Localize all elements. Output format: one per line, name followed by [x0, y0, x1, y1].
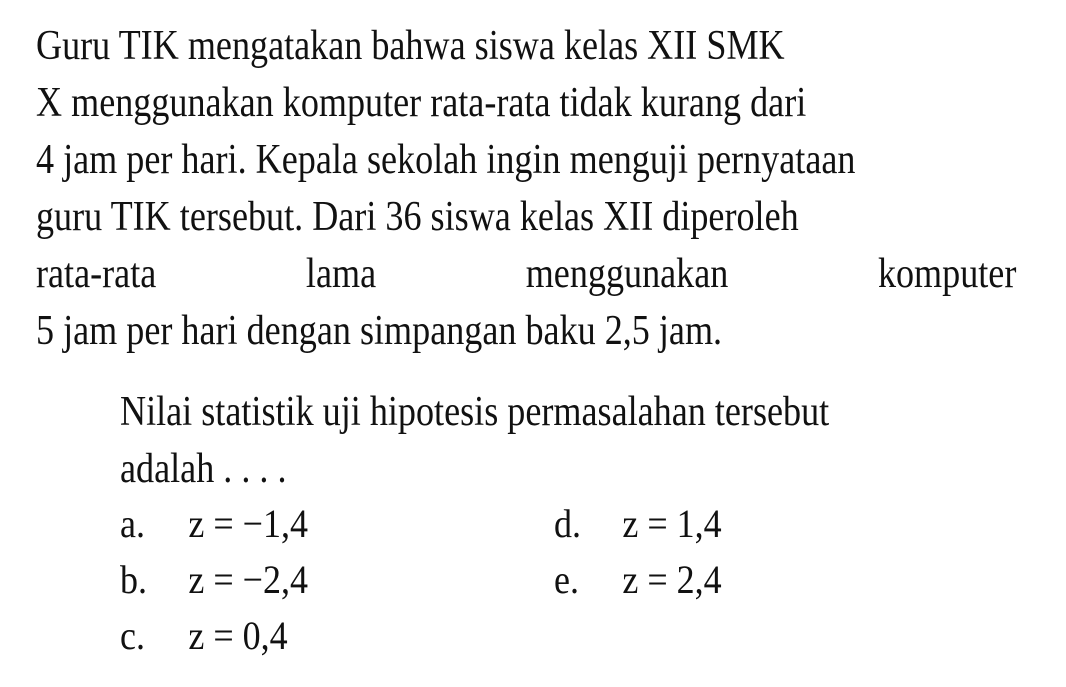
question-line-1: Nilai statistik uji hipotesis permasalahan tersebut	[120, 389, 830, 435]
problem-line-2-text: X menggunakan komputer rata-rata tidak kurang dari	[36, 80, 807, 126]
question-line-2: adalah . . . .	[120, 446, 287, 492]
problem-line-4-text: guru TIK tersebut. Dari 36 siswa kelas XII diperoleh	[36, 194, 799, 240]
option-b[interactable]	[120, 552, 308, 608]
option-e-value: z = 2,4	[622, 557, 722, 602]
problem-line-6	[36, 303, 1016, 360]
problem-line-5-word-3: menggunakan	[525, 251, 729, 297]
question-prompt	[120, 384, 1020, 498]
option-c-letter: c.	[120, 613, 145, 658]
answer-options	[120, 496, 1020, 676]
problem-line-1	[36, 18, 1016, 75]
problem-line-3	[36, 132, 1016, 189]
problem-line-3-text: 4 jam per hari. Kepala sekolah ingin menguji pernyataan	[36, 137, 856, 183]
option-d-value: z = 1,4	[622, 501, 722, 546]
option-c-value: z = 0,4	[188, 613, 288, 658]
option-a-letter: a.	[120, 501, 145, 546]
problem-line-6-text: 5 jam per hari dengan simpangan baku 2,5 jam.	[36, 308, 723, 354]
option-b-letter: b.	[120, 557, 147, 602]
problem-line-1-text: Guru TIK mengatakan bahwa siswa kelas XII SMK	[36, 23, 785, 69]
option-c[interactable]	[120, 608, 288, 664]
problem-line-4	[36, 189, 1016, 246]
problem-line-5	[36, 246, 1016, 303]
problem-statement	[36, 18, 1016, 360]
option-a[interactable]	[120, 496, 308, 552]
problem-line-5-word-1: rata-rata	[36, 251, 157, 297]
option-e[interactable]	[554, 552, 722, 608]
option-e-letter: e.	[554, 557, 579, 602]
problem-line-5-word-2: lama	[305, 251, 377, 297]
option-a-value: z = −1,4	[188, 501, 308, 546]
option-d[interactable]	[554, 496, 722, 552]
option-b-value: z = −2,4	[188, 557, 308, 602]
problem-line-2	[36, 75, 1016, 132]
option-d-letter: d.	[554, 501, 581, 546]
problem-line-5-word-4: komputer	[877, 251, 1017, 297]
